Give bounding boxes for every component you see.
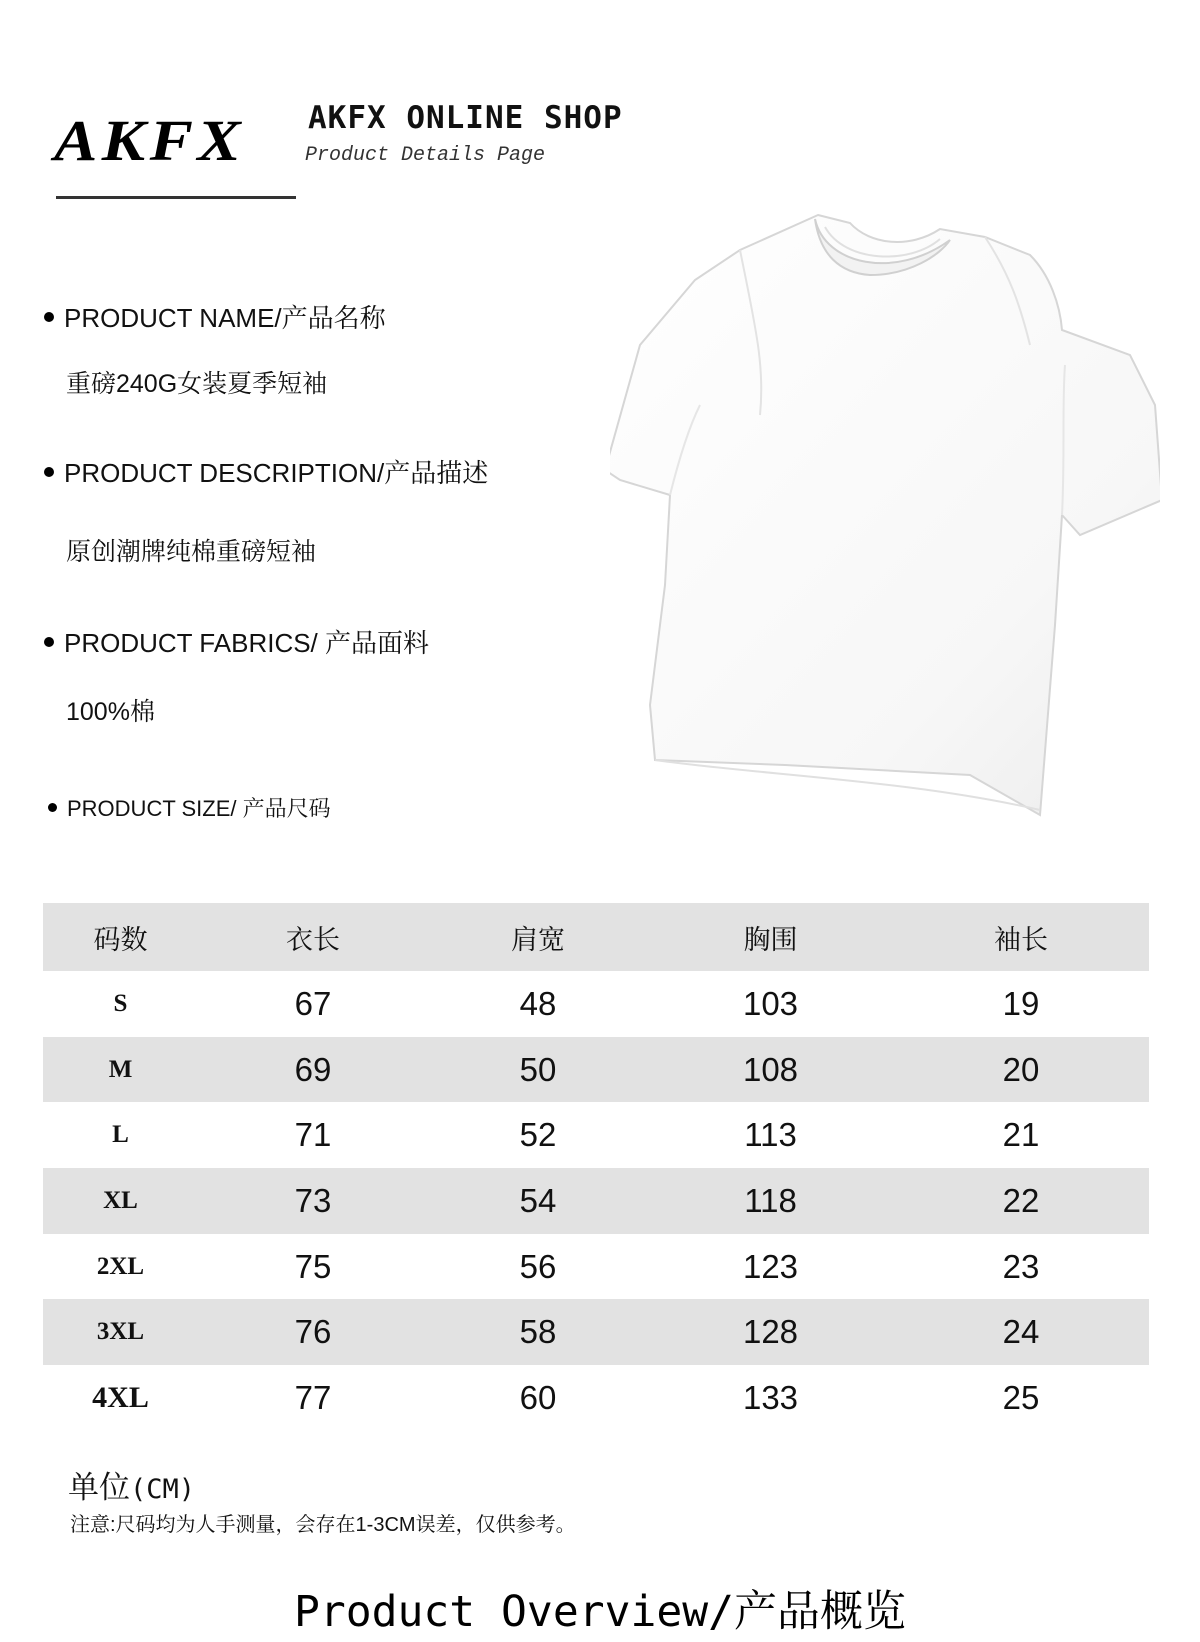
table-row bbox=[43, 1299, 1149, 1365]
shop-subtitle: Product Details Page bbox=[305, 144, 546, 167]
product-description-heading bbox=[44, 453, 488, 490]
size-cell: L bbox=[112, 1121, 129, 1149]
shoulder-cell: 54 bbox=[519, 1181, 557, 1219]
chest-cell: 108 bbox=[742, 1050, 799, 1088]
unit-cn: 单位 bbox=[68, 1470, 130, 1505]
table-row bbox=[43, 1365, 1149, 1431]
sleeve-cell: 24 bbox=[1002, 1313, 1040, 1351]
table-row bbox=[43, 1168, 1149, 1234]
measurement-note: 注意:尺码均为人手测量，会存在1-3CM误差，仅供参考。 bbox=[70, 1514, 576, 1536]
length-cell: 71 bbox=[294, 1116, 332, 1154]
chest-cell: 103 bbox=[742, 984, 799, 1022]
product-fabrics-label: PRODUCT FABRICS/ 产品面料 bbox=[64, 628, 430, 658]
table-row bbox=[43, 1102, 1149, 1168]
chest-cell: 113 bbox=[744, 1116, 797, 1154]
length-cell: 76 bbox=[294, 1313, 332, 1351]
product-name-value: 重磅240G女装夏季短袖 bbox=[66, 370, 328, 398]
shoulder-cell: 52 bbox=[519, 1116, 557, 1154]
shop-title: AKFX ONLINE SHOP bbox=[308, 100, 623, 136]
chest-cell: 128 bbox=[742, 1313, 799, 1351]
sleeve-cell: 22 bbox=[1002, 1181, 1040, 1219]
chest-cell: 123 bbox=[742, 1247, 799, 1285]
bullet-icon bbox=[44, 467, 54, 477]
table-header-row bbox=[43, 903, 1149, 971]
bullet-icon bbox=[44, 312, 54, 322]
header-chest: 胸围 bbox=[743, 924, 798, 955]
bullet-icon bbox=[48, 803, 57, 812]
size-table bbox=[43, 903, 1149, 1431]
logo-underline bbox=[56, 196, 296, 199]
product-description-label: PRODUCT DESCRIPTION/产品描述 bbox=[64, 458, 489, 488]
product-name-heading bbox=[44, 298, 386, 335]
brand-logo: AKFX bbox=[54, 108, 246, 173]
shoulder-cell: 60 bbox=[519, 1378, 557, 1416]
header-length: 衣长 bbox=[286, 924, 340, 955]
sleeve-cell: 21 bbox=[1002, 1116, 1040, 1154]
size-cell: M bbox=[108, 1055, 133, 1083]
product-name-label: PRODUCT NAME/产品名称 bbox=[64, 303, 386, 333]
shoulder-cell: 48 bbox=[519, 984, 557, 1022]
chest-cell: 133 bbox=[742, 1378, 799, 1416]
size-cell: XL bbox=[103, 1186, 138, 1214]
header-size: 码数 bbox=[93, 924, 148, 955]
length-cell: 77 bbox=[294, 1378, 332, 1416]
size-cell: 2XL bbox=[96, 1252, 145, 1280]
length-cell: 73 bbox=[294, 1181, 332, 1219]
size-cell: 4XL bbox=[92, 1380, 149, 1414]
product-description-value: 原创潮牌纯棉重磅短袖 bbox=[66, 538, 317, 566]
tshirt-image bbox=[610, 205, 1160, 825]
size-cell: 3XL bbox=[96, 1318, 145, 1346]
bullet-icon bbox=[44, 637, 54, 647]
shoulder-cell: 58 bbox=[519, 1313, 557, 1351]
unit-label bbox=[68, 1462, 195, 1507]
header-shoulder: 肩宽 bbox=[511, 924, 565, 955]
chest-cell: 118 bbox=[744, 1181, 797, 1219]
shoulder-cell: 56 bbox=[519, 1247, 557, 1285]
product-fabrics-heading bbox=[44, 623, 429, 660]
size-cell: S bbox=[113, 989, 128, 1017]
shoulder-cell: 50 bbox=[519, 1050, 557, 1088]
header-sleeve: 袖长 bbox=[994, 924, 1048, 955]
length-cell: 67 bbox=[294, 984, 332, 1022]
overview-title: Product Overview/产品概览 bbox=[293, 1587, 907, 1637]
product-size-heading bbox=[48, 792, 331, 823]
table-row bbox=[43, 971, 1149, 1037]
sleeve-cell: 20 bbox=[1002, 1050, 1040, 1088]
table-row bbox=[43, 1037, 1149, 1103]
sleeve-cell: 23 bbox=[1002, 1247, 1040, 1285]
product-fabrics-value: 100%棉 bbox=[66, 698, 155, 726]
product-size-label: PRODUCT SIZE/ 产品尺码 bbox=[67, 796, 331, 821]
length-cell: 75 bbox=[294, 1247, 332, 1285]
unit-en: (CM) bbox=[130, 1474, 196, 1505]
table-row bbox=[43, 1234, 1149, 1300]
sleeve-cell: 25 bbox=[1002, 1378, 1040, 1416]
sleeve-cell: 19 bbox=[1002, 984, 1040, 1022]
length-cell: 69 bbox=[294, 1050, 332, 1088]
